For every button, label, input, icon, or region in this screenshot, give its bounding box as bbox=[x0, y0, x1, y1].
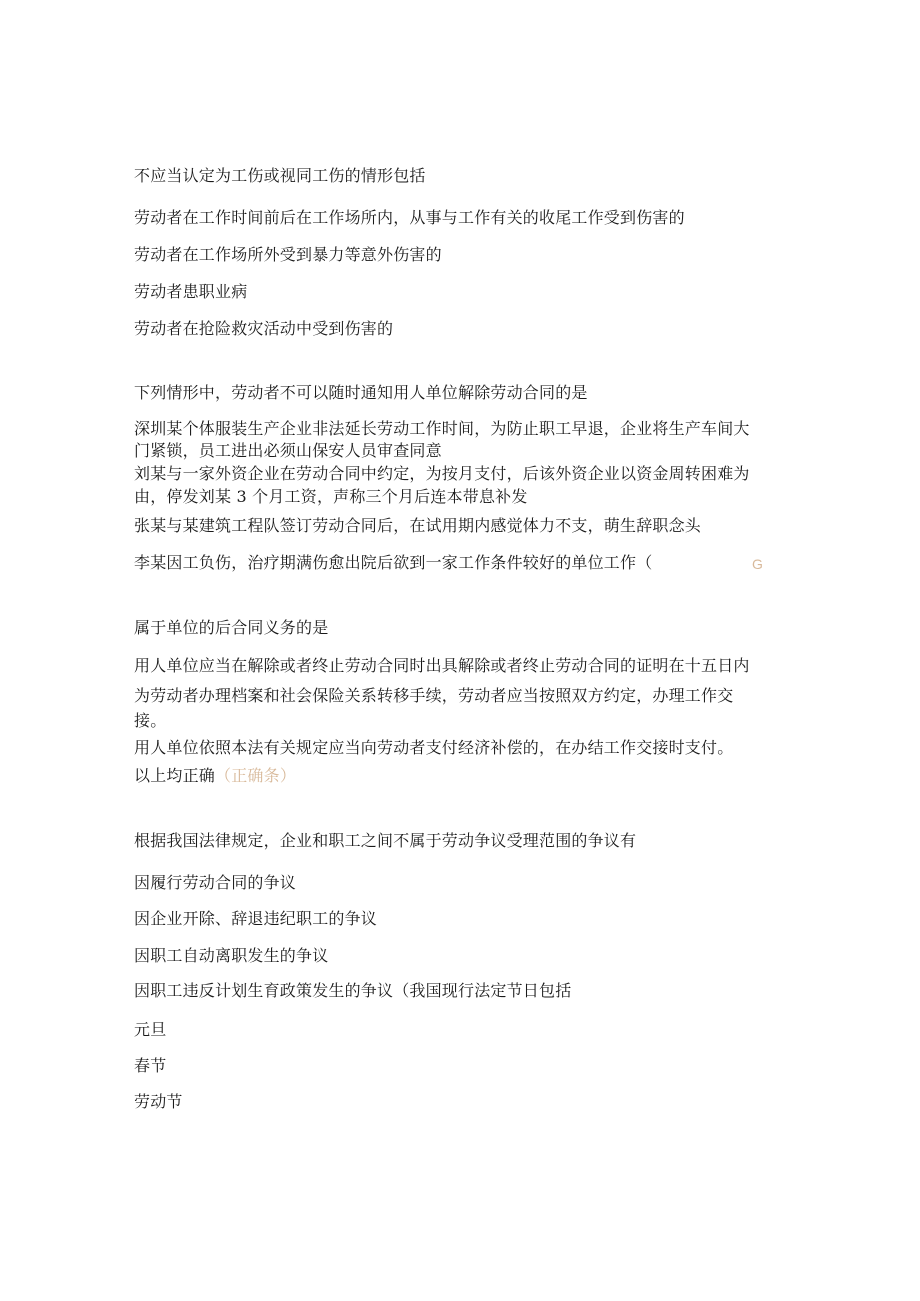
q4-option: 因履行劳动合同的争议 bbox=[134, 873, 297, 892]
q3-option-a-line3: 接。 bbox=[134, 711, 167, 730]
q3-option-a-line2: 为劳动者办理档案和社会保险关系转移手续，劳动者应当按照双方约定，办理工作交 bbox=[134, 686, 734, 705]
q1-option: 劳动者在抢险救灾活动中受到伤害的 bbox=[134, 319, 394, 338]
q2-option-a-line2: 门紧锁，员工进出必须山保安人员审查同意 bbox=[134, 441, 442, 460]
q4-option: 因职工自动离职发生的争议 bbox=[134, 946, 329, 965]
q2-option-b-line2: 由，停发刘某 3 个月工资，声称三个月后连本带息补发 bbox=[134, 487, 528, 506]
q3-question: 属于单位的后合同义务的是 bbox=[134, 618, 329, 637]
q3-option-a-line1: 用人单位应当在解除或者终止劳动合同时出具解除或者终止劳动合同的证明在十五日内 bbox=[134, 656, 750, 675]
q4-question: 根据我国法律规定，企业和职工之间不属于劳动争议受理范围的争议有 bbox=[134, 831, 637, 850]
q1-option: 劳动者在工作时间前后在工作场所内，从事与工作有关的收尾工作受到伤害的 bbox=[134, 208, 685, 227]
q3-option-b: 用人单位依照本法有关规定应当向劳动者支付经济补偿的，在办结工作交接时支付。 bbox=[134, 738, 734, 757]
q2-option-c: 张某与某建筑工程队签订劳动合同后，在试用期内感觉体力不支，萌生辞职念头 bbox=[134, 516, 702, 535]
q2-question: 下列情形中，劳动者不可以随时通知用人单位解除劳动合同的是 bbox=[134, 383, 588, 402]
q4-option: 因企业开除、辞退违纪职工的争议 bbox=[134, 909, 378, 928]
q5-option: 春节 bbox=[134, 1056, 167, 1075]
q3-option-c-text: 以上均正确 bbox=[134, 766, 216, 785]
q3-option-c bbox=[134, 767, 296, 785]
q2-option-d: 李某因工负伤，治疗期满伤愈出院后欲到一家工作条件较好的单位工作（ bbox=[134, 553, 653, 572]
q1-option: 劳动者在工作场所外受到暴力等意外伤害的 bbox=[134, 245, 442, 264]
q2-option-b-line1: 刘某与一家外资企业在劳动合同中约定，为按月支付，后该外资企业以资金周转困难为 bbox=[134, 464, 750, 483]
q3-option-c-note: （正确条） bbox=[215, 766, 297, 785]
q1-option: 劳动者患职业病 bbox=[134, 282, 248, 301]
q5-option: 元旦 bbox=[134, 1020, 167, 1039]
q4-option: 因职工违反计划生育政策发生的争议（我国现行法定节日包括 bbox=[134, 981, 572, 1000]
q5-option: 劳动节 bbox=[134, 1092, 183, 1111]
answer-mark: G bbox=[752, 556, 763, 572]
q2-option-a-line1: 深圳某个体服装生产企业非法延长劳动工作时间，为防止职工早退，企业将生产车间大 bbox=[134, 419, 750, 438]
q1-question: 不应当认定为工伤或视同工伤的情形包括 bbox=[134, 166, 426, 185]
